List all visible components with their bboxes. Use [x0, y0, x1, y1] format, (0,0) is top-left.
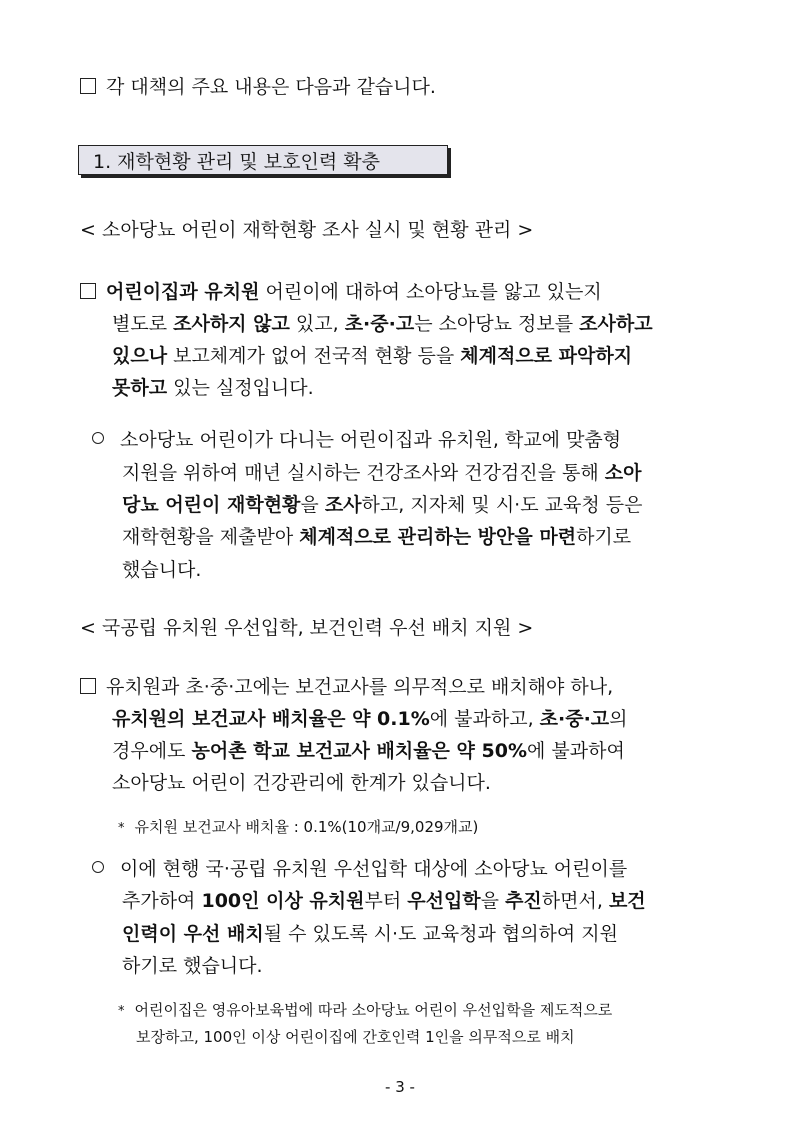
asterisk-icon: *	[118, 821, 125, 836]
subheading-1: < 소아당뇨 어린이 재학현황 조사 실시 및 현황 관리 >	[80, 219, 534, 241]
paragraph-3-line-3: 경우에도 농어촌 학교 보건교사 배치율은 약 50%에 불과하여	[112, 740, 625, 762]
section-title: 1. 재학현황 관리 및 보호인력 확충	[93, 150, 380, 173]
square-bullet-icon	[80, 283, 96, 299]
paragraph-4-line-2: 추가하여 100인 이상 유치원부터 우선입학을 추진하면서, 보건	[122, 890, 646, 912]
section-title-box	[78, 145, 448, 175]
subheading-2: < 국공립 유치원 우선입학, 보건인력 우선 배치 지원 >	[80, 617, 534, 639]
paragraph-4-line-1: 이에 현행 국·공립 유치원 우선입학 대상에 소아당뇨 어린이를	[92, 860, 627, 879]
paragraph-1-line-1: 어린이집과 유치원 어린이에 대하여 소아당뇨를 앓고 있는지	[80, 283, 602, 302]
paragraph-3-line-4: 소아당뇨 어린이 건강관리에 한계가 있습니다.	[112, 772, 491, 794]
paragraph-4-line-3: 인력이 우선 배치될 수 있도록 시·도 교육청과 협의하여 지원	[122, 923, 619, 945]
paragraph-1-line-2: 별도로 조사하지 않고 있고, 초·중·고는 소아당뇨 정보를 조사하고	[112, 313, 653, 335]
square-bullet-icon	[80, 678, 96, 694]
paragraph-2-line-2: 지원을 위하여 매년 실시하는 건강조사와 건강검진을 통해 소아	[122, 462, 642, 484]
footnote-1: * 유치원 보건교사 배치율 : 0.1%(10개교/9,029개교)	[118, 818, 479, 836]
circle-bullet-icon	[92, 432, 104, 444]
paragraph-2-line-4: 재학현황을 제출받아 체계적으로 관리하는 방안을 마련하기로	[122, 526, 632, 548]
paragraph-1-line-3: 있으나 보고체계가 없어 전국적 현황 등을 체계적으로 파악하지	[112, 345, 633, 367]
paragraph-1-line-4: 못하고 있는 실정입니다.	[112, 377, 314, 399]
paragraph-2-line-5: 했습니다.	[122, 559, 202, 581]
square-bullet-icon	[80, 78, 96, 94]
asterisk-icon: *	[118, 1004, 125, 1019]
footnote-2-line-1: * 어린이집은 영유아보육법에 따라 소아당뇨 어린이 우선입학을 제도적으로	[118, 1001, 613, 1019]
paragraph-2-line-1: 소아당뇨 어린이가 다니는 어린이집과 유치원, 학교에 맞춤형	[92, 431, 621, 450]
intro-line	[80, 78, 436, 97]
intro-text: 각 대책의 주요 내용은 다음과 같습니다.	[106, 76, 436, 98]
footnote-2-line-2: 보장하고, 100인 이상 어린이집에 간호인력 1인을 의무적으로 배치	[136, 1028, 575, 1046]
paragraph-2-line-3: 당뇨 어린이 재학현황을 조사하고, 지자체 및 시·도 교육청 등은	[122, 494, 643, 516]
circle-bullet-icon	[92, 861, 104, 873]
paragraph-4-line-4: 하기로 했습니다.	[122, 955, 263, 977]
paragraph-3-line-2: 유치원의 보건교사 배치율은 약 0.1%에 불과하고, 초·중·고의	[112, 708, 628, 730]
page-number: - 3 -	[385, 1078, 415, 1096]
paragraph-3-line-1: 유치원과 초·중·고에는 보건교사를 의무적으로 배치해야 하나,	[80, 678, 613, 697]
